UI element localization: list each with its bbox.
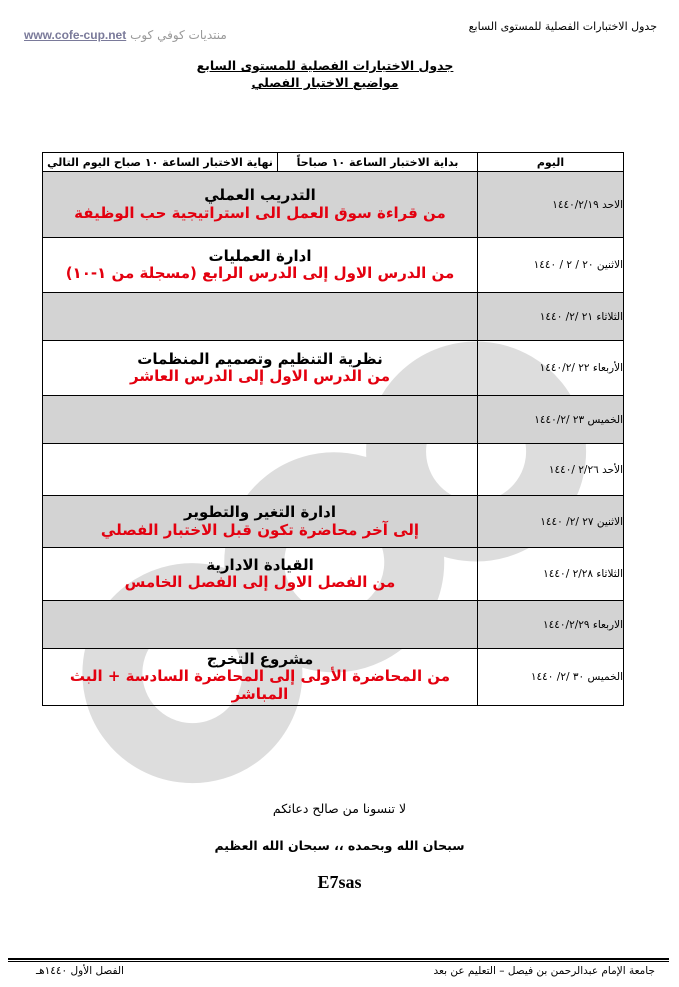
header-end: نهاية الاختبار الساعة ١٠ صباح اليوم التالي bbox=[43, 153, 278, 172]
page-subtitle: مواضيع الاختبار الفصلي bbox=[251, 75, 399, 90]
table-row bbox=[43, 444, 624, 496]
row-day: الاثنين ٢٠ / ٢ / ١٤٤٠ bbox=[478, 238, 624, 293]
row-subject: ادارة العمليات bbox=[208, 246, 312, 265]
table-row bbox=[43, 649, 624, 706]
row-day: الاثنين ٢٧ /٢/ ١٤٤٠ bbox=[478, 496, 624, 548]
row-content bbox=[43, 238, 478, 293]
row-day: الخميس ٣٠ /٢/ ١٤٤٠ bbox=[478, 649, 624, 706]
row-scope: من قراءة سوق العمل الى استراتيجية حب الوظيفة bbox=[74, 203, 446, 222]
header-doc-title: جدول الاختبارات الفصلية للمستوى السابع bbox=[468, 20, 657, 33]
row-day: الأربعاء ٢٢ /١٤٤٠/٢ bbox=[478, 341, 624, 396]
row-scope: من الدرس الاول إلى الدرس العاشر bbox=[130, 367, 390, 385]
row-content bbox=[43, 649, 478, 706]
row-scope: من المحاضرة الأولى إلى المحاضرة السادسة + البث المباشر bbox=[69, 667, 451, 703]
row-scope: من الدرس الاول إلى الدرس الرابع (مسجلة من ١-١٠) bbox=[65, 264, 455, 282]
row-day: الخميس ٢٣ /١٤٤٠/٢ bbox=[478, 396, 624, 444]
row-scope: إلى آخر محاضرة تكون قبل الاختبار الفصلي bbox=[100, 520, 420, 539]
row-subject: التدريب العملي bbox=[204, 186, 316, 205]
row-subject: نظرية التنظيم وتصميم المنظمات bbox=[137, 349, 383, 368]
header-start: بداية الاختبار الساعة ١٠ صباحاً bbox=[278, 153, 478, 172]
table-row bbox=[43, 601, 624, 649]
row-subject: مشروع التخرج bbox=[206, 650, 314, 669]
row-content bbox=[43, 548, 478, 601]
footer-divider-thin bbox=[8, 961, 669, 962]
row-day: الأحد ٢/٢٦ /١٤٤٠ bbox=[478, 444, 624, 496]
row-content bbox=[43, 496, 478, 548]
row-content-empty bbox=[43, 444, 478, 496]
row-day: الاحد ١٤٤٠/٢/١٩ bbox=[478, 172, 624, 238]
row-content bbox=[43, 172, 478, 238]
row-day: الثلاثاء ٢/٢٨ /١٤٤٠ bbox=[478, 548, 624, 601]
footer-semester: الفصل الأول ١٤٤٠هـ bbox=[36, 965, 124, 977]
signature: E7sas bbox=[317, 872, 362, 892]
site-name: منتديات كوفي كوب bbox=[130, 28, 227, 42]
site-url-link[interactable]: www.cofe-cup.net bbox=[24, 28, 127, 42]
schedule-table bbox=[42, 152, 624, 706]
row-subject: القيادة الادارية bbox=[206, 555, 314, 574]
row-day: الاربعاء ١٤٤٠/٢/٢٩ bbox=[478, 601, 624, 649]
footer-divider bbox=[8, 958, 669, 960]
table-row bbox=[43, 496, 624, 548]
table-header-row bbox=[43, 153, 624, 172]
row-subject: ادارة التغير والتطوير bbox=[184, 503, 336, 522]
prayer-request: لا تنسونا من صالح دعائكم bbox=[272, 801, 407, 816]
table-row bbox=[43, 172, 624, 238]
table-row bbox=[43, 238, 624, 293]
page-title: جدول الاختبارات الفصلية للمستوى السابع bbox=[196, 58, 454, 73]
header-site bbox=[24, 28, 227, 42]
row-content-empty bbox=[43, 293, 478, 341]
table-row bbox=[43, 548, 624, 601]
header-day: اليوم bbox=[478, 153, 624, 172]
table-row bbox=[43, 293, 624, 341]
row-content bbox=[43, 341, 478, 396]
row-day: الثلاثاء ٢١ /٢/ ١٤٤٠ bbox=[478, 293, 624, 341]
tasbih-line: سبحان الله وبحمده ،، سبحان الله العظيم bbox=[214, 838, 465, 853]
table-row bbox=[43, 341, 624, 396]
row-content-empty bbox=[43, 396, 478, 444]
table-row bbox=[43, 396, 624, 444]
row-content-empty bbox=[43, 601, 478, 649]
row-scope: من الفصل الاول إلى الفصل الخامس bbox=[124, 573, 396, 591]
footer-university: جامعة الإمام عبدالرحمن بن فيصل – التعليم عن بعد bbox=[433, 965, 655, 977]
